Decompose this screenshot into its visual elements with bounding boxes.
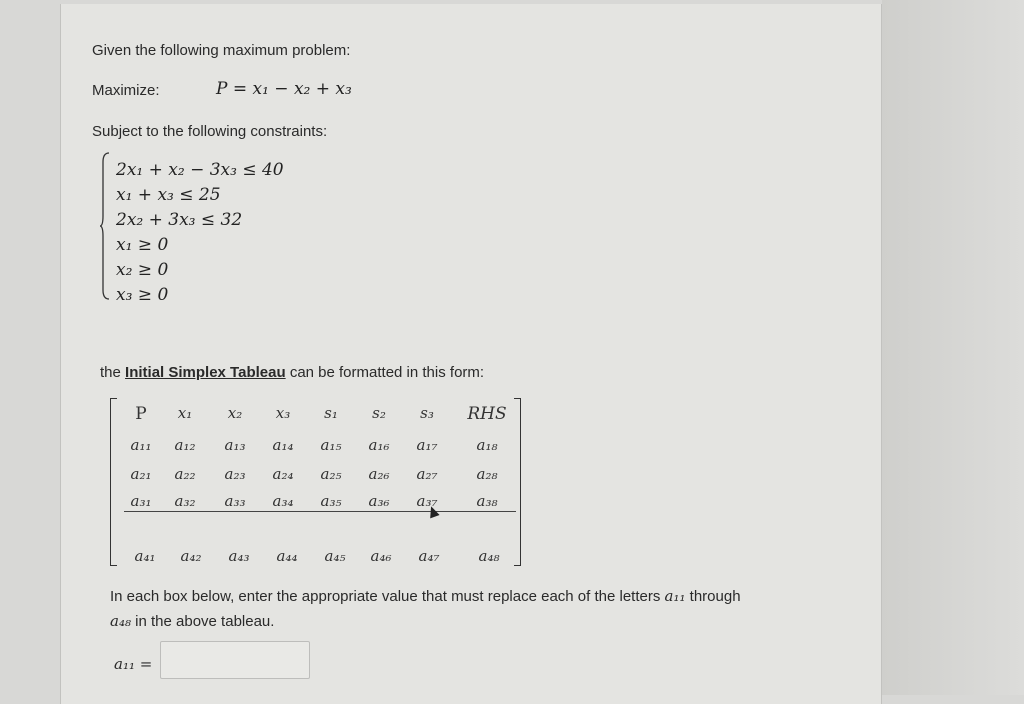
tableau-intro-before: the bbox=[100, 364, 121, 381]
tableau-cell: a₃₃ bbox=[224, 492, 246, 510]
matrix-bracket-right bbox=[514, 398, 521, 566]
tableau-cell: a₄₇ bbox=[418, 547, 440, 565]
tableau-cell: a₄₆ bbox=[370, 547, 392, 565]
tableau-intro-after: can be formatted in this form: bbox=[289, 364, 485, 381]
constraint-brace bbox=[100, 152, 110, 300]
tableau-cell: a₂₈ bbox=[476, 465, 498, 483]
instructions-line1: In each box below, enter the appropriate value that must replace each of the letters bbox=[110, 588, 661, 605]
tableau-cell: a₂₇ bbox=[416, 465, 438, 483]
tableau-cell: a₃₅ bbox=[320, 492, 342, 510]
tableau-cell: a₁₆ bbox=[368, 436, 390, 454]
maximize-label: Maximize: bbox=[92, 82, 160, 99]
tableau-cell: a₁₈ bbox=[476, 436, 498, 454]
constraint-2: x₁ + x₃ ≤ 25 bbox=[116, 185, 221, 205]
tableau-cell: a₂₄ bbox=[272, 465, 294, 483]
matrix-bracket-left bbox=[110, 398, 117, 566]
tableau-intro bbox=[100, 364, 484, 382]
through-text: through bbox=[689, 588, 741, 605]
header-cell: RHS bbox=[467, 404, 507, 424]
tableau-cell: a₄₃ bbox=[228, 547, 250, 565]
tableau-cell: a₄₄ bbox=[276, 547, 298, 565]
header-cell: P bbox=[135, 404, 147, 424]
tableau-cell: a₄₈ bbox=[478, 547, 500, 565]
header-cell: s₂ bbox=[372, 404, 386, 422]
tableau-cell: a₃₄ bbox=[272, 492, 294, 510]
constraint-5: x₂ ≥ 0 bbox=[116, 260, 169, 280]
answer-a11-input[interactable] bbox=[160, 641, 310, 679]
problem-header: Given the following maximum problem: bbox=[92, 42, 351, 59]
tableau-cell: a₂₂ bbox=[174, 465, 196, 483]
tableau-cell: a₁₅ bbox=[320, 436, 342, 454]
tableau-cell: a₁₃ bbox=[224, 436, 246, 454]
tableau-cell: a₄₂ bbox=[180, 547, 202, 565]
header-cell: s₁ bbox=[324, 404, 338, 422]
tableau-cell: a₄₁ bbox=[134, 547, 156, 565]
constraint-4: x₁ ≥ 0 bbox=[116, 235, 169, 255]
answer-label: a₁₁ = bbox=[114, 655, 153, 673]
tableau-cell: a₃₇ bbox=[416, 492, 438, 510]
tableau-cell: a₂₃ bbox=[224, 465, 246, 483]
header-cell: x₁ bbox=[177, 404, 193, 422]
tableau-cell: a₁₄ bbox=[272, 436, 294, 454]
tableau-cell: a₄₅ bbox=[324, 547, 346, 565]
tableau-cell: a₁₁ bbox=[130, 436, 152, 454]
tableau-cell: a₂₁ bbox=[130, 465, 152, 483]
tableau-cell: a₃₆ bbox=[368, 492, 390, 510]
tableau-cell: a₁₇ bbox=[416, 436, 438, 454]
first-variable: a₁₁ bbox=[664, 587, 686, 605]
tableau-cell: a₃₁ bbox=[130, 492, 152, 510]
constraint-list bbox=[116, 158, 284, 308]
header-cell: x₂ bbox=[227, 404, 243, 422]
initial-simplex-tableau-link[interactable]: Initial Simplex Tableau bbox=[125, 364, 286, 381]
constraint-3: 2x₂ + 3x₃ ≤ 32 bbox=[116, 210, 243, 230]
constraint-1: 2x₁ + x₂ − 3x₃ ≤ 40 bbox=[116, 160, 284, 180]
subject-to-label: Subject to the following constraints: bbox=[92, 123, 328, 140]
instructions-line2: in the above tableau. bbox=[135, 613, 275, 630]
tableau-cell: a₁₂ bbox=[174, 436, 196, 454]
tableau-cell: a₂₅ bbox=[320, 465, 342, 483]
objective-function: P = x₁ − x₂ + x₃ bbox=[216, 79, 352, 99]
tableau-cell: a₃₂ bbox=[174, 492, 196, 510]
last-variable: a₄₈ bbox=[110, 612, 131, 630]
tableau-divider bbox=[124, 511, 516, 512]
tableau-cell: a₃₈ bbox=[476, 492, 498, 510]
header-cell: s₃ bbox=[420, 404, 434, 422]
instructions bbox=[110, 584, 840, 634]
constraint-6: x₃ ≥ 0 bbox=[116, 285, 169, 305]
header-cell: x₃ bbox=[275, 404, 291, 422]
background-shade bbox=[882, 0, 1024, 695]
tableau-cell: a₂₆ bbox=[368, 465, 390, 483]
